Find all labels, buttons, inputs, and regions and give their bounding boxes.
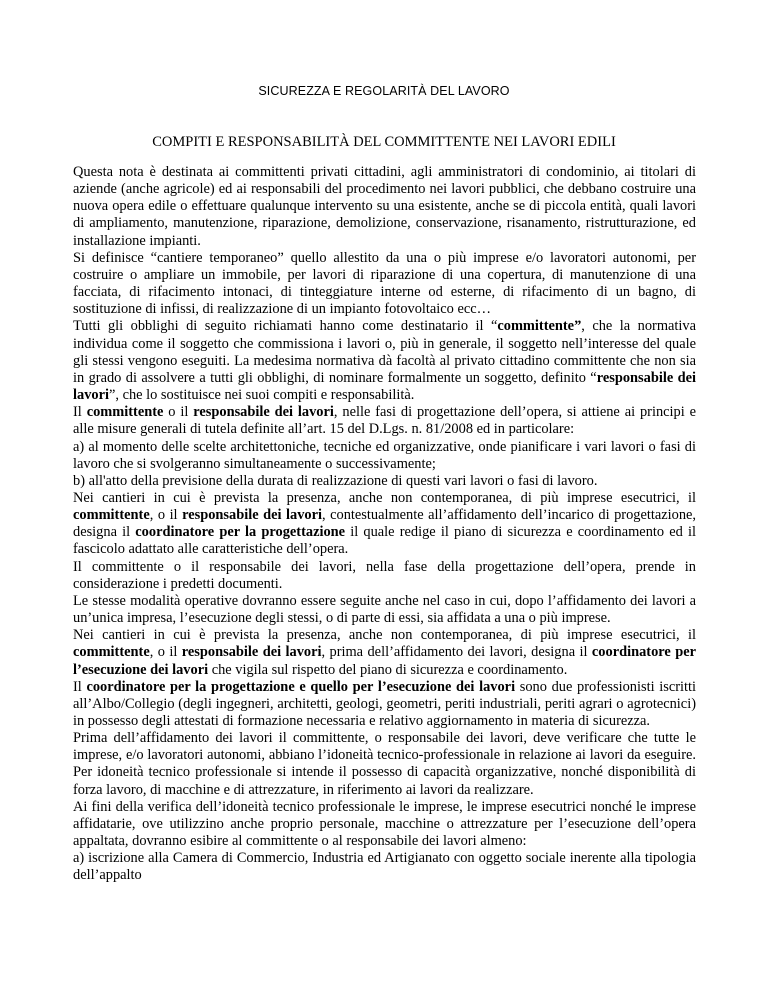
text-run: Tutti gli obblighi di seguito richiamati hanno come destinatario il “ [73, 318, 498, 335]
bold-term: responsabile dei lavori [73, 369, 696, 404]
text-run: , o il [149, 507, 183, 524]
paragraph [73, 473, 696, 490]
text-run: Il committente o il responsabile dei lavori, nella fase della progettazione dell’opera, prende in considerazione i predetti documenti. [73, 558, 696, 592]
text-run: , nelle fasi di progettazione dell’opera, si attiene ai principi e alle misure generali di tutela definite all’art. 15 del D.Lgs. n. 81/2008 ed in particolare: [73, 404, 697, 438]
text-run: Prima dell’affidamento dei lavori il committente, o responsabile dei lavori, deve verificare che tutte le imprese, e/o lavoratori autonomi, abbiano l’idoneità tecnico-professionale in relazione ai lavori da eseguire. Per idoneità tecnico professionale si intende il possesso di capacità organizzative, nonché disponibilità di forza lavoro, di macchine e di attrezzature, in riferimento ai lavori da realizzare. [73, 730, 696, 798]
text-run: Ai fini della verifica dell’idoneità tecnico professionale le imprese, le imprese esecutrici nonché le imprese affidatarie, ove utilizzino anche proprio personale, macchine o attrezzature per l’esecuzione dell’opera appaltata, dovranno esibire al committente o al responsabile dei lavori almeno: [73, 798, 696, 850]
text-run: , prima dell’affidamento dei lavori, designa il [321, 644, 592, 661]
paragraph [73, 730, 696, 799]
paragraph [73, 799, 696, 850]
document-body [73, 164, 696, 885]
text-run: o il [163, 404, 194, 421]
paragraph [73, 439, 696, 473]
paragraph [73, 490, 696, 559]
paragraph [73, 559, 696, 593]
text-run: Nei cantieri in cui è prevista la presenza, anche non contemporanea, di più imprese esecutrici, il [73, 627, 696, 644]
paragraph [73, 679, 696, 730]
bold-term: coordinatore per l’esecuzione dei lavori [73, 644, 696, 678]
text-run: Il [73, 404, 87, 421]
bold-term: coordinatore per la progettazione [135, 524, 346, 541]
text-run: Il [73, 678, 87, 695]
text-run: Le stesse modalità operative dovranno essere seguite anche nel caso in cui, dopo l’affidamento dei lavori a un’unica impresa, l’esecuzione degli stessi, o di parte di essi, sia affidata a una o più imprese. [73, 592, 696, 627]
paragraph [73, 593, 696, 627]
bold-term: coordinatore per la progettazione e quello per l’esecuzione dei lavori [86, 678, 516, 695]
text-run: , o il [149, 644, 182, 661]
section-header: SICUREZZA E REGOLARITÀ DEL LAVORO [258, 84, 510, 98]
paragraph [73, 164, 696, 250]
text-run: a) iscrizione alla Camera di Commercio, Industria ed Artigianato con oggetto sociale inerente alla tipologia dell’appalto [73, 850, 696, 884]
text-run: che vigila sul rispetto del piano di sicurezza e coordinamento. [208, 661, 568, 678]
text-run: Si definisce “cantiere temporaneo” quello allestito da una o più imprese e/o lavoratori autonomi, per costruire o ampliare un immobile, per lavori di riparazione di una copertura, di manutenzione di una facciata, di rifacimento intonaci, di tinteggiature interne od esterne, di rifacimento di un bagno, di sostituzione di infissi, di realizzazione di un impianto fotovoltaico ecc… [73, 249, 696, 318]
bold-term: committente [86, 404, 164, 421]
text-run: il quale redige il piano di sicurezza e coordinamento ed il fascicolo adattato alle caratteristiche dell’opera. [73, 524, 696, 558]
paragraph [73, 850, 696, 884]
bold-term: responsabile dei lavori [182, 507, 323, 524]
text-run: , contestualmente all’affidamento dell’incarico di progettazione, designa il [73, 507, 696, 541]
paragraph [73, 404, 696, 438]
text-run: Nei cantieri in cui è prevista la presenza, anche non contemporanea, di più imprese esecutrici, il [73, 489, 696, 506]
paragraph [73, 627, 696, 678]
paragraph [73, 250, 696, 319]
text-run: , che la normativa individua come il soggetto che commissiona i lavori o, più in generale, il soggetto nell’interesse del quale gli stessi vengono eseguiti. La medesima normativa dà facoltà al privato cittadino committente che non sia in grado di assolvere a tutti gli obblighi, di nominare formalmente un soggetto, definito “ [73, 318, 696, 386]
bold-term: committente [73, 644, 150, 661]
bold-term: responsabile dei lavori [181, 644, 322, 661]
bold-term: committente” [497, 318, 582, 335]
paragraph [73, 318, 696, 404]
text-run: b) all'atto della previsione della durata di realizzazione di questi vari lavori o fasi di lavoro. [73, 472, 598, 489]
bold-term: responsabile dei lavori [193, 404, 334, 421]
document-title: COMPITI E RESPONSABILITÀ DEL COMMITTENTE NEI LAVORI EDILI [152, 134, 616, 150]
text-run: a) al momento delle scelte architettoniche, tecniche ed organizzative, onde pianificare i vari lavori o fasi di lavoro che si svolgeranno simultaneamente o successivamente; [73, 438, 696, 472]
text-run: Questa nota è destinata ai committenti privati cittadini, agli amministratori di condominio, ai titolari di aziende (anche agricole) ed ai responsabili del procedimento nei lavori pubblici, che debbano costruire una nuova opera edile o effettuare qualunque intervento su una esistente, anche se di piccola entità, quali lavori di ampliamento, manutenzione, riparazione, demolizione, conservazione, risanamento, ristrutturazione, ed installazione impianti. [73, 164, 696, 249]
text-run: ”, che lo sostituisce nei suoi compiti e responsabilità. [108, 387, 415, 404]
text-run: sono due professionisti iscritti all’Albo/Collegio (degli ingegneri, architetti, geologi, geometri, periti industriali, periti agrari o agrotecnici) in possesso degli attestati di formazione necessaria e relativo aggiornamento in materia di sicurezza. [73, 678, 697, 729]
bold-term: committente [73, 507, 150, 524]
